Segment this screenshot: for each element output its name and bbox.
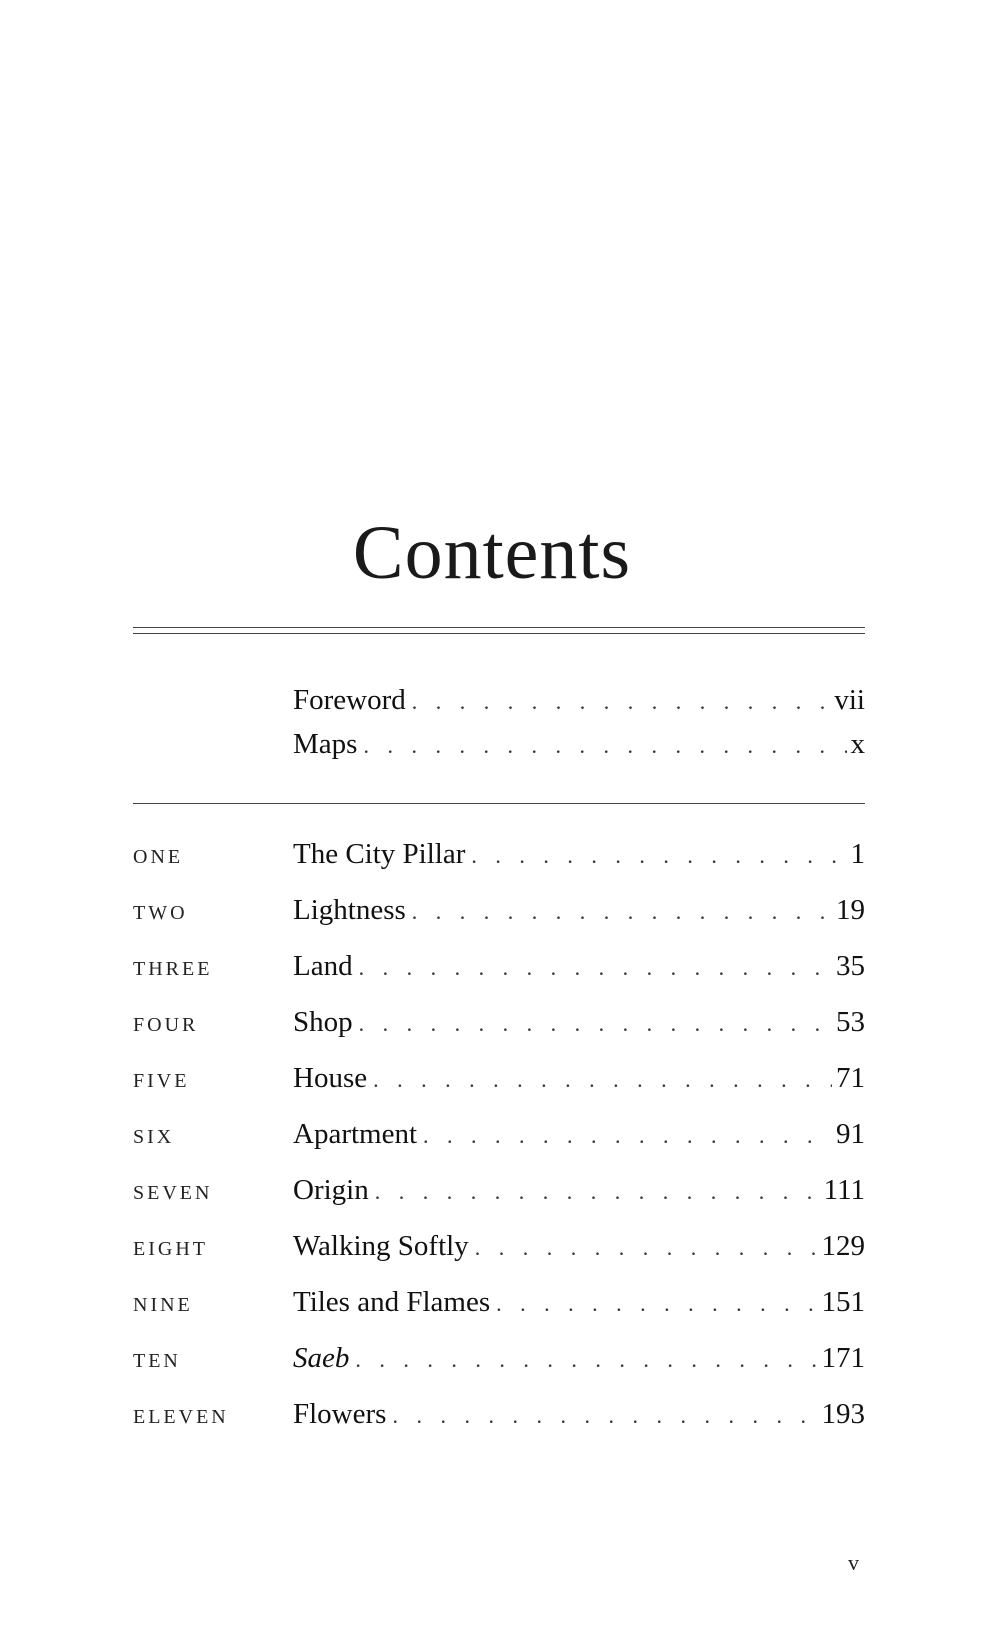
entry-title: Flowers: [293, 1398, 387, 1430]
dot-leader: [423, 1112, 832, 1160]
dot-leader: [392, 1392, 817, 1440]
leader-line: [293, 1054, 865, 1102]
toc-entry-chapter[interactable]: [0, 1278, 984, 1326]
entry-page: vii: [834, 684, 865, 716]
dot-leader: [496, 1280, 817, 1328]
chapter-number: THREE: [133, 958, 213, 980]
entry-title: Foreword: [293, 684, 406, 716]
chapter-number: SIX: [133, 1126, 175, 1148]
toc-entry-chapter[interactable]: [0, 886, 984, 934]
leader-line: [293, 1334, 865, 1382]
toc-entry-chapter[interactable]: [0, 1390, 984, 1438]
dot-leader: [471, 832, 846, 880]
chapter-number: ELEVEN: [133, 1406, 229, 1428]
leader-line: [293, 1222, 865, 1270]
dot-leader: [359, 944, 832, 992]
title-double-rule: [133, 627, 865, 634]
toc-entry-maps[interactable]: [0, 720, 984, 768]
toc-entry-chapter[interactable]: [0, 1054, 984, 1102]
entry-title: Apartment: [293, 1118, 418, 1150]
entry-page: 35: [836, 950, 865, 982]
toc-entry-chapter[interactable]: [0, 942, 984, 990]
dot-leader: [475, 1224, 818, 1272]
entry-page: 1: [850, 838, 865, 870]
entry-page: x: [850, 728, 865, 760]
toc-entry-chapter[interactable]: [0, 830, 984, 878]
entry-title: House: [293, 1062, 368, 1094]
leader-line: [293, 998, 865, 1046]
toc-entry-foreword[interactable]: [0, 676, 984, 724]
entry-page: 171: [821, 1342, 865, 1374]
leader-line: [293, 676, 865, 724]
entry-page: 151: [821, 1286, 865, 1318]
dot-leader: [375, 1168, 820, 1216]
leader-line: [293, 942, 865, 990]
entry-title: Origin: [293, 1174, 369, 1206]
chapter-number: TWO: [133, 902, 188, 924]
toc-entry-chapter[interactable]: [0, 1334, 984, 1382]
toc-entry-chapter[interactable]: [0, 998, 984, 1046]
page-title: Contents: [352, 511, 632, 595]
section-rule: [133, 803, 865, 804]
dot-leader: [363, 722, 846, 770]
entry-page: 19: [836, 894, 865, 926]
entry-page: 71: [836, 1062, 865, 1094]
dot-leader: [412, 678, 831, 726]
entry-title: Lightness: [293, 894, 406, 926]
entry-page: 53: [836, 1006, 865, 1038]
chapter-number: NINE: [133, 1294, 193, 1316]
chapter-number: FOUR: [133, 1014, 199, 1036]
entry-title: The City Pillar: [293, 838, 466, 870]
toc-entry-chapter[interactable]: [0, 1110, 984, 1158]
leader-line: [293, 1278, 865, 1326]
entry-title: Maps: [293, 728, 358, 760]
chapter-number: SEVEN: [133, 1182, 213, 1204]
entry-page: 111: [823, 1174, 865, 1206]
dot-leader: [373, 1056, 832, 1104]
entry-page: 193: [821, 1398, 865, 1430]
entry-title: Shop: [293, 1006, 353, 1038]
chapter-number: TEN: [133, 1350, 181, 1372]
entry-title: Saeb: [293, 1342, 350, 1374]
entry-page: 129: [821, 1230, 865, 1262]
toc-entry-chapter[interactable]: [0, 1166, 984, 1214]
entry-page: 91: [836, 1118, 865, 1150]
chapter-number: FIVE: [133, 1070, 190, 1092]
toc-entry-chapter[interactable]: [0, 1222, 984, 1270]
leader-line: [293, 830, 865, 878]
dot-leader: [355, 1336, 817, 1384]
leader-line: [293, 1166, 865, 1214]
page-number: v: [848, 1550, 859, 1575]
dot-leader: [412, 888, 832, 936]
leader-line: [293, 886, 865, 934]
leader-line: [293, 720, 865, 768]
chapter-number: EIGHT: [133, 1238, 208, 1260]
entry-title: Walking Softly: [293, 1230, 469, 1262]
chapter-number: ONE: [133, 846, 184, 868]
leader-line: [293, 1110, 865, 1158]
dot-leader: [359, 1000, 832, 1048]
entry-title: Land: [293, 950, 353, 982]
entry-title: Tiles and Flames: [293, 1286, 491, 1318]
leader-line: [293, 1390, 865, 1438]
